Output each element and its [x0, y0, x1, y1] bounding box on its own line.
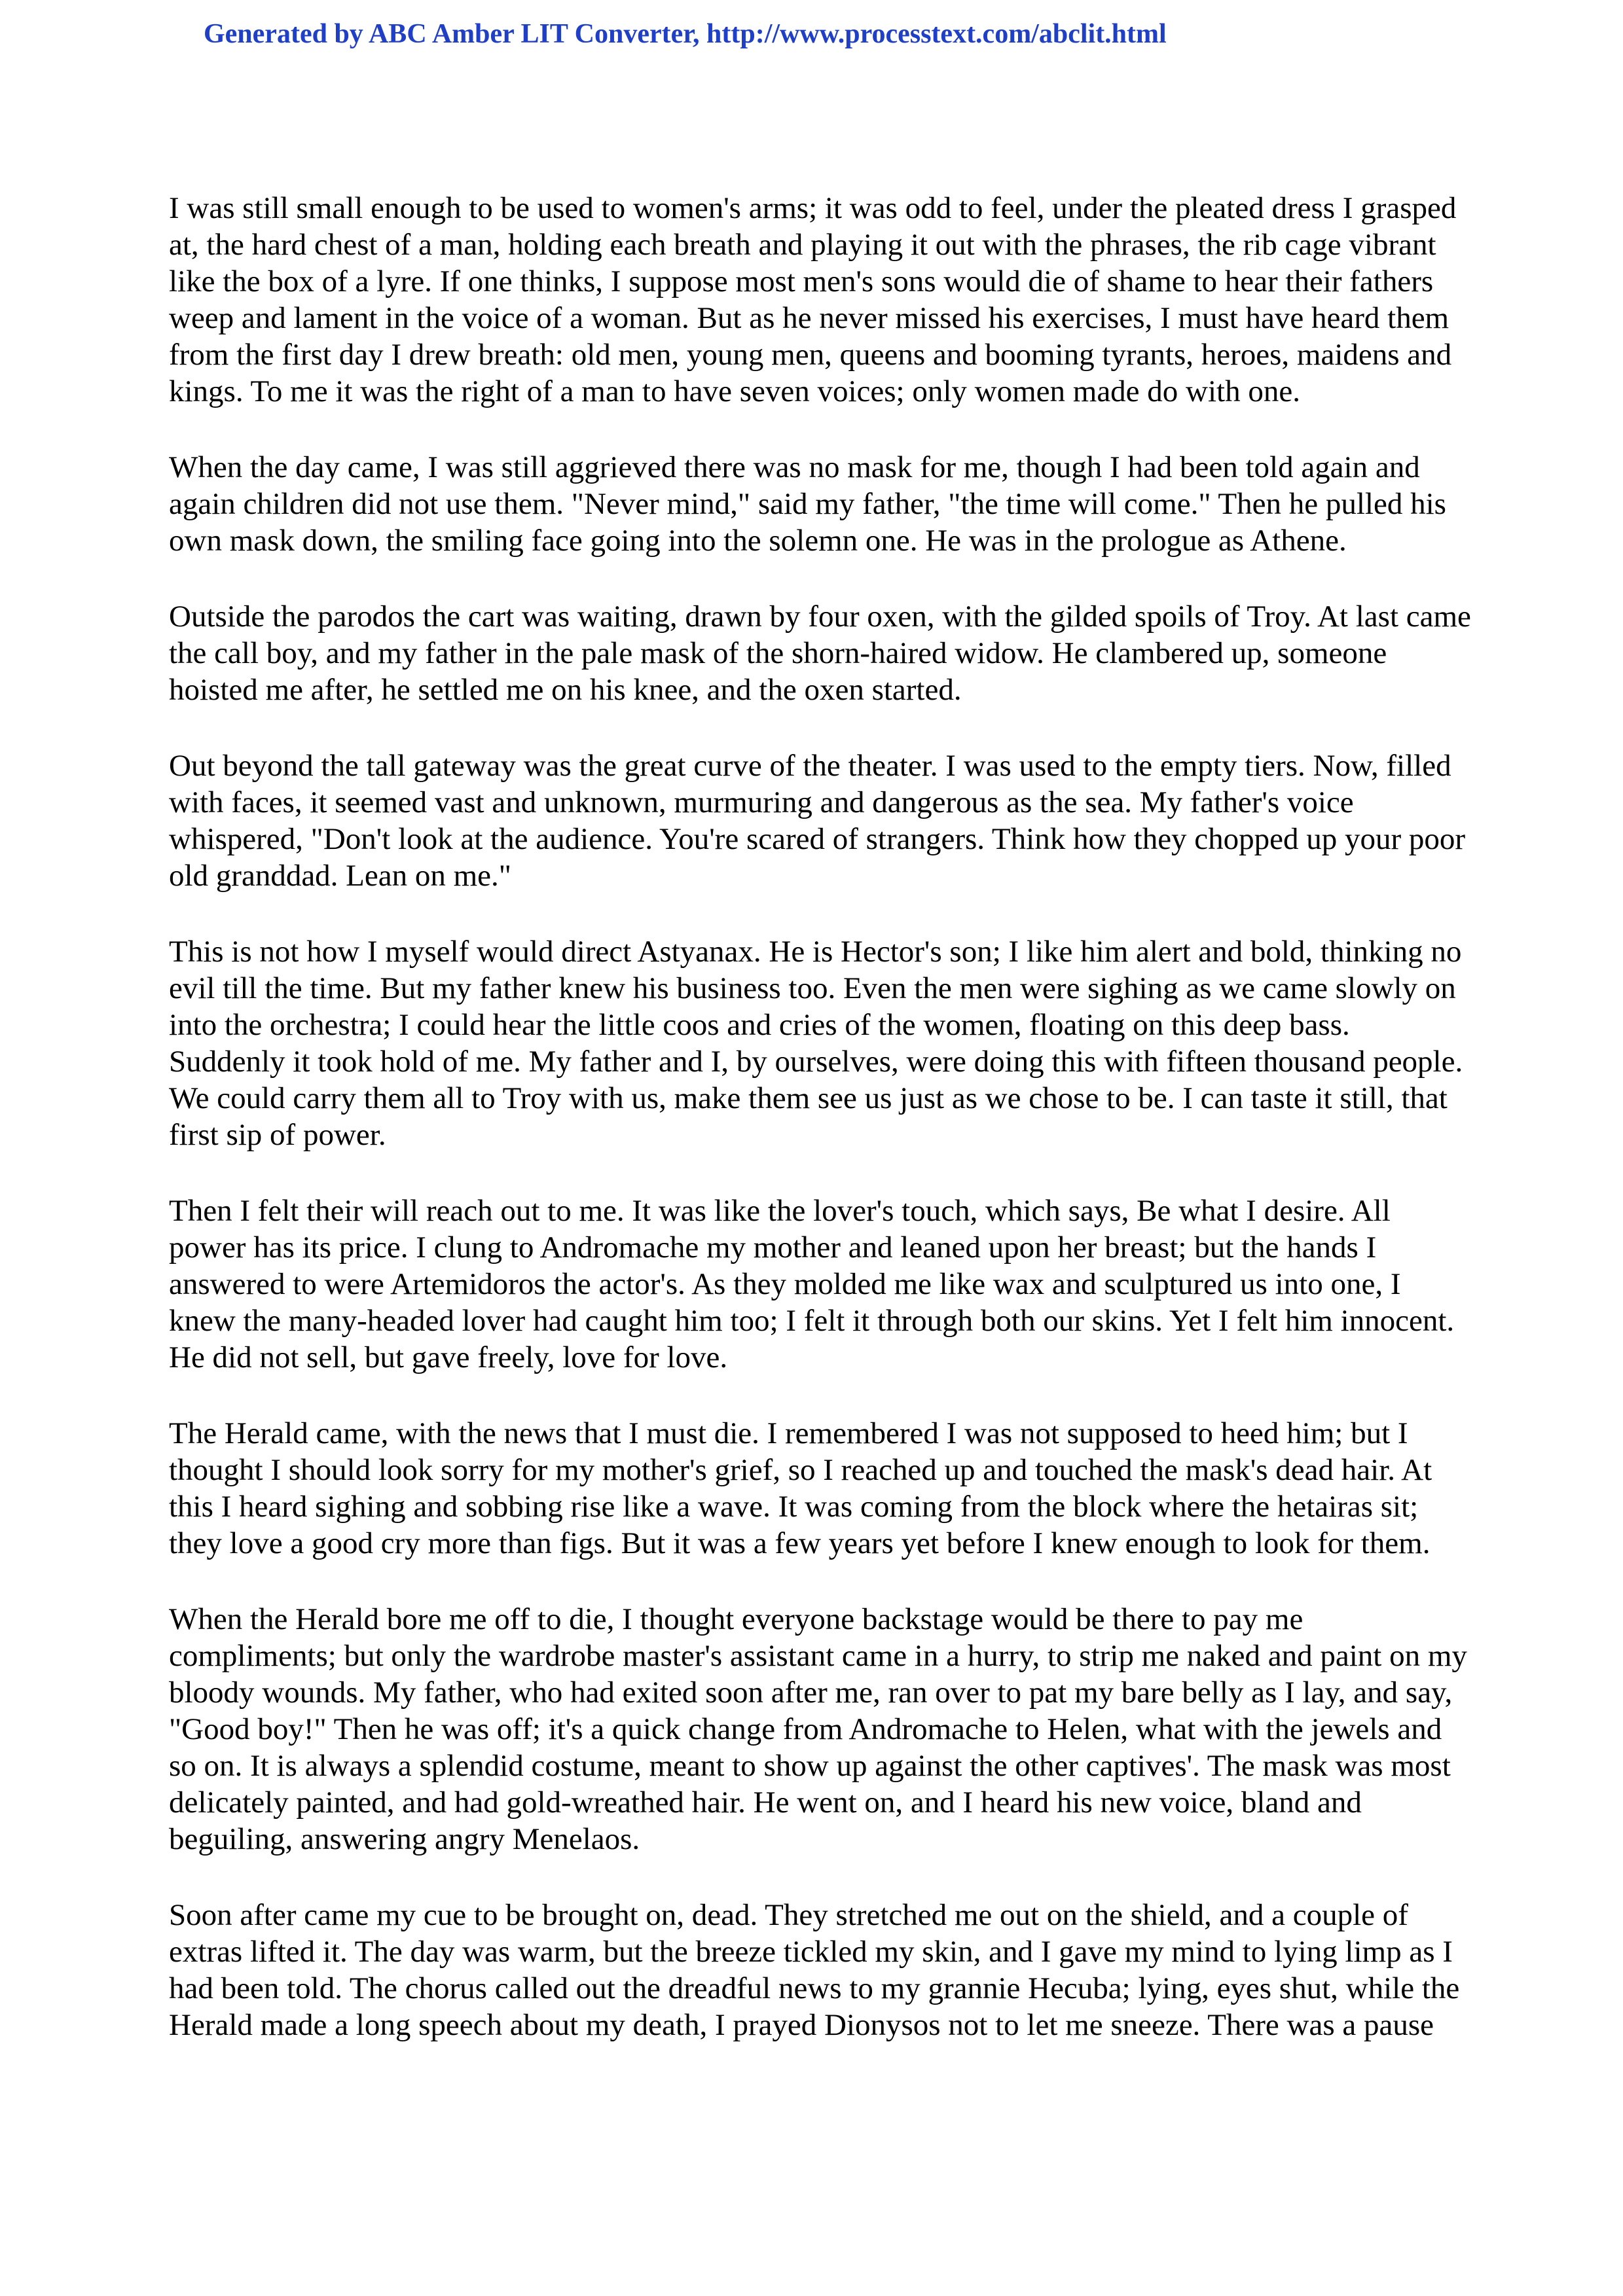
paragraph-6: Then I felt their will reach out to me. It was like the lover's touch, which says, Be what I desire. All power has its price. I clung to Andromache my mother and leaned upon her breast; but the hands I answered to were Artemidoros the actor's. As they molded me like wax and sculptured us into one, I knew the many-headed lover had caught him too; I felt it through both our skins. Yet I felt him innocent. He did not sell, but gave freely, love for love. [169, 1194, 1455, 1374]
paragraph-2: When the day came, I was still aggrieved there was no mask for me, though I had been told again and again children did not use them. "Never mind," said my father, "the time will come." Then he pulled his own mask down, the smiling face going into the solemn one. He was in the prologue as Athene. [169, 450, 1446, 558]
paragraph-4: Out beyond the tall gateway was the great curve of the theater. I was used to the empty tiers. Now, filled with faces, it seemed vast and unknown, murmuring and dangerous as the sea. My father's voice whispered, "Don't look at the audience. You're scared of strangers. Think how they chopped up your poor old granddad. Lean on me." [169, 749, 1466, 893]
paragraph-5: This is not how I myself would direct Astyanax. He is Hector's son; I like him alert and bold, thinking no evil till the time. But my father knew his business too. Even the men were sighing as we came slowly on into the orchestra; I could hear the little coos and cries of the women, floating on this deep bass. Suddenly it took hold of me. My father and I, by ourselves, were doing this with fifteen thousand people. We could carry them all to Troy with us, make them see us just as we chose to be. I can taste it still, that first sip of power. [169, 935, 1463, 1152]
paragraph-9: Soon after came my cue to be brought on, dead. They stretched me out on the shield, and a couple of extras lifted it. The day was warm, but the breeze tickled my skin, and I gave my mind to lying limp as I had been told. The chorus called out the dreadful news to my grannie Hecuba; lying, eyes shut, while the Herald made a long speech about my death, I prayed Dionysos not to let me sneeze. There was a pause [169, 1898, 1460, 2042]
paragraph-1: I was still small enough to be used to women's arms; it was odd to feel, under the pleated dress I grasped at, the hard chest of a man, holding each breath and playing it out with the phrases, the rib cage vibrant like the box of a lyre. If one thinks, I suppose most men's sons would die of shame to hear their fathers weep and lament in the voice of a woman. But as he never missed his exercises, I must have heard them from the first day I drew breath: old men, young men, queens and booming tyrants, heroes, maidens and kings. To me it was the right of a man to have seven voices; only women made do with one. [169, 191, 1457, 408]
converter-header: Generated by ABC Amber LIT Converter, http://www.processtext.com/abclit.html [204, 19, 1167, 49]
paragraph-7: The Herald came, with the news that I must die. I remembered I was not supposed to heed him; but I thought I should look sorry for my mother's grief, so I reached up and touched the mask's dead hair. At this I heard sighing and sobbing rise like a wave. It was coming from the block where the hetairas sit; they love a good cry more than figs. But it was a few years yet before I knew enough to look for them. [169, 1416, 1432, 1560]
paragraph-8: When the Herald bore me off to die, I thought everyone backstage would be there to pay me compliments; but only the wardrobe master's assistant came in a hurry, to strip me naked and paint on my bloody wounds. My father, who had exited soon after me, ran over to pat my bare belly as I lay, and say, "Good boy!" Then he was off; it's a quick change from Andromache to Helen, what with the jewels and so on. It is always a splendid costume, meant to show up against the other captives'. The mask was most delicately painted, and had gold-wreathed hair. He went on, and I heard his new voice, bland and beguiling, answering angry Menelaos. [169, 1602, 1467, 1856]
document-body [169, 190, 1472, 2083]
paragraph-3: Outside the parodos the cart was waiting, drawn by four oxen, with the gilded spoils of Troy. At last came the call boy, and my father in the pale mask of the shorn-haired widow. He clambered up, someone hoisted me after, he settled me on his knee, and the oxen started. [169, 600, 1471, 707]
